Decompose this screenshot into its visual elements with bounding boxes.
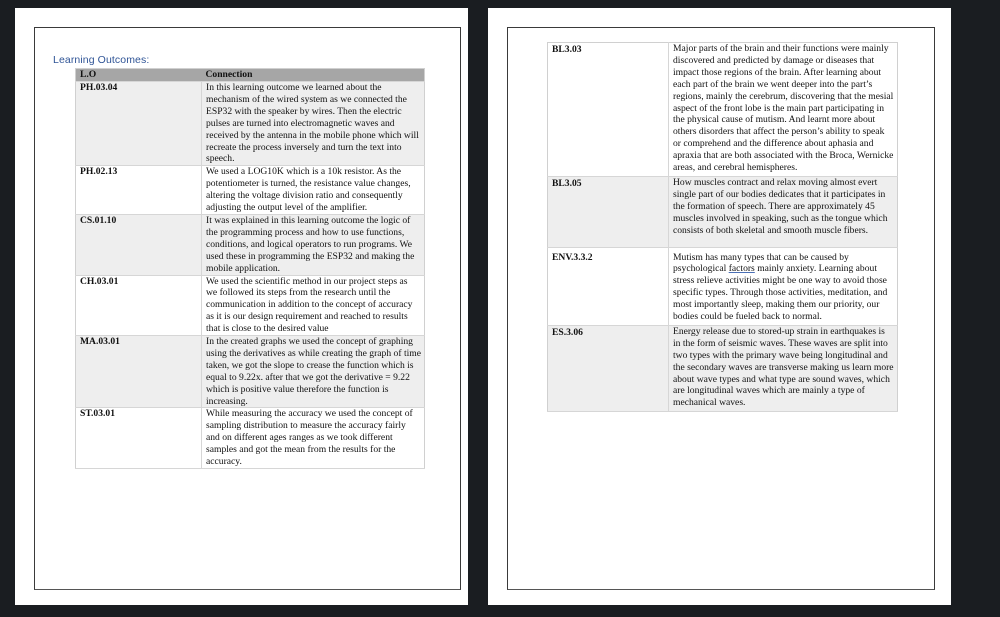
table-row	[548, 325, 898, 411]
lo-code: ES.3.06	[548, 325, 669, 411]
header-connection: Connection	[202, 69, 425, 82]
learning-outcomes-table-continued	[547, 42, 898, 412]
lo-connection: Energy release due to stored-up strain in earthquakes is in the form of seismic waves. These waves are split into two types with the primary wave being longitudinal and the secondary waves are transverse making us learn more about wave types and what type are sound waves, which are longitudinal waves which are mainly a type of mechanical waves.	[669, 325, 898, 411]
learning-outcomes-table	[75, 68, 425, 469]
lo-code: PH.02.13	[76, 166, 202, 215]
table-header-row	[76, 69, 425, 82]
lo-connection: While measuring the accuracy we used the concept of sampling distribution to measure the accuracy fairly and on different ages ranges as we took different samples and got the mean from the results for the accuracy.	[202, 408, 425, 469]
table-row	[548, 43, 898, 177]
lo-code: PH.03.04	[76, 82, 202, 166]
lo-code: ST.03.01	[76, 408, 202, 469]
document-page-1	[15, 8, 468, 605]
document-page-2	[488, 8, 951, 605]
lo-code: CH.03.01	[76, 275, 202, 336]
lo-connection: In this learning outcome we learned about the mechanism of the wired system as we connected the ESP32 with the speaker by wires. Then the electric pulses are turned into electromagnetic waves and received by the antenna in the mobile phone which will recreate the process inversely and turn the text into speech.	[202, 82, 425, 166]
lo-connection: In the created graphs we used the concept of graphing using the derivatives as while creating the graph of time taken, we got the slope to crease the function which is equal to 9.22x. after that we got the derivative = 9.22 which is positive value therefore the function is increasing.	[202, 336, 425, 408]
table-row	[548, 176, 898, 247]
lo-connection: It was explained in this learning outcome the logic of the programming process and how to use functions, conditions, and logical operators to run programs. We used these in programming the ESP32 and making the mobile application.	[202, 214, 425, 275]
lo-connection	[669, 247, 898, 325]
lo-code: MA.03.01	[76, 336, 202, 408]
lo-code: BL3.05	[548, 176, 669, 247]
table-row	[548, 247, 898, 325]
lo-code: CS.01.10	[76, 214, 202, 275]
table-row	[76, 408, 425, 469]
lo-connection: We used the scientific method in our project steps as we followed its steps from the research until the communication in addition to the concept of accuracy as it is our design requirement and reached to results that is close to the desired value	[202, 275, 425, 336]
lo-connection: Major parts of the brain and their functions were mainly discovered and predicted by damage or diseases that impact those regions of the brain. After learning about each part of the brain we went deeper into the part’s regions, mainly the cerebrum, discovering that the mesial aspect of the front lobe is the main part participating in the physical cause of mutism. And learnt more about others disorders that affect the person’s ability to speak or comprehend and the difference about aphasia and apraxia that are both associated with the Broca, Wernicke areas, and cerebral hemispheres.	[669, 43, 898, 177]
spellcheck-underlined-word[interactable]: factors	[728, 263, 755, 275]
connection-text: Mutism has many types that can be caused by psychological	[673, 251, 849, 275]
connection-text: mainly anxiety. Learning about stress relieve activities might be one way to avoid those specific types. Through those activities, meditation, and most importantly sleep, making them our priority, our bodies could be fueled back to normal.	[673, 263, 888, 323]
header-lo: L.O	[76, 69, 202, 82]
lo-code: ENV.3.3.2	[548, 247, 669, 325]
lo-code: BL3.03	[548, 43, 669, 177]
lo-connection: How muscles contract and relax moving almost evert single part of our bodies dedicates that it participates in the formation of speech. There are approximately 45 muscles involved in speaking, such as the tongue which consists of both skeletal and smooth muscle fibers.	[669, 176, 898, 247]
table-row	[76, 166, 425, 215]
table-row	[76, 336, 425, 408]
section-heading: Learning Outcomes:	[53, 54, 150, 66]
lo-connection: We used a LOG10K which is a 10k resistor. As the potentiometer is turned, the resistance value changes, altering the voltage division ratio and consequently adjusting the output level of the amplifier.	[202, 166, 425, 215]
table-row	[76, 275, 425, 336]
table-row	[76, 214, 425, 275]
table-row	[76, 82, 425, 166]
